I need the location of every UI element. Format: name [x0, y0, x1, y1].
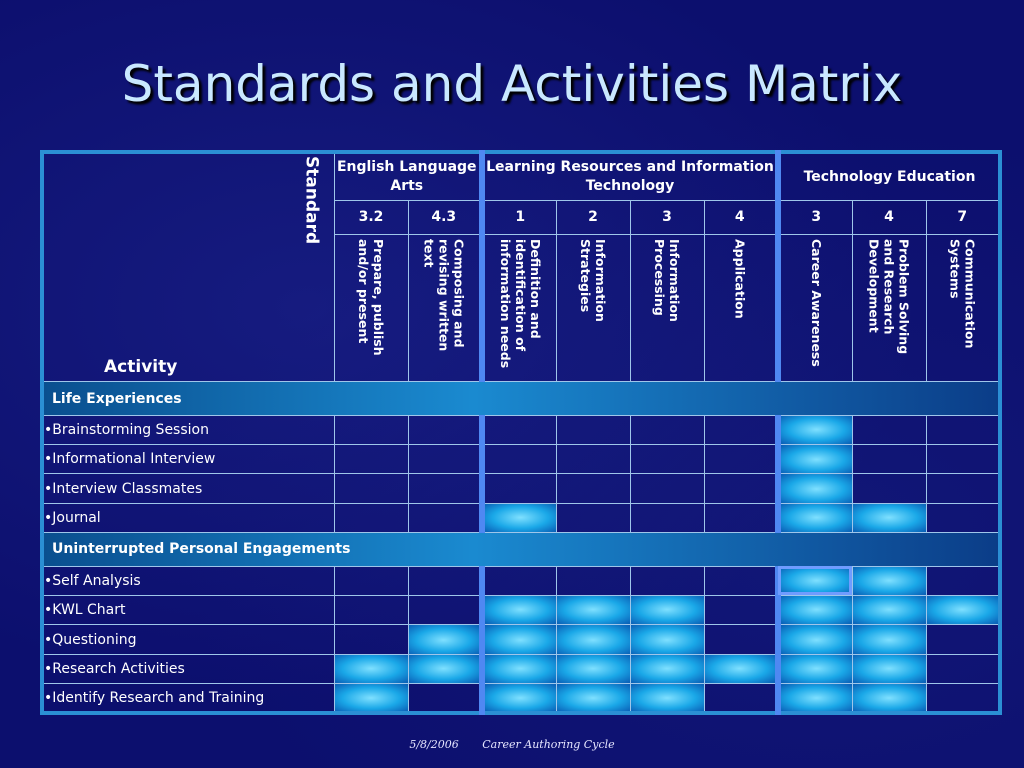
matrix-cell: [556, 445, 630, 474]
matrix-cell: [704, 684, 778, 713]
matrix-mark: [926, 595, 1000, 624]
table-row: [42, 595, 1000, 624]
matrix-mark: [852, 595, 926, 624]
standard-name-cell: [556, 234, 630, 382]
matrix-cell: [482, 474, 556, 503]
matrix-cell: [556, 415, 630, 444]
matrix-cell: [704, 503, 778, 532]
matrix-cell: [334, 566, 408, 595]
standard-name: Application: [732, 238, 748, 319]
matrix-cell: [408, 566, 482, 595]
activity-label: •Research Activities: [42, 654, 334, 683]
matrix-cell: [704, 625, 778, 654]
standard-name-cell: [926, 234, 1000, 382]
matrix-cell: [926, 415, 1000, 444]
matrix-mark: [778, 415, 852, 444]
activity-label: •Informational Interview: [42, 445, 334, 474]
matrix-mark: [778, 684, 852, 713]
activity-label: •Identify Research and Training: [42, 684, 334, 713]
matrix-cell: [408, 595, 482, 624]
standard-name-cell: [704, 234, 778, 382]
matrix-cell: [704, 415, 778, 444]
matrix-mark: [778, 503, 852, 532]
matrix-cell: [556, 566, 630, 595]
activity-label: •Self Analysis: [42, 566, 334, 595]
table-row: [42, 684, 1000, 713]
standard-name: Information Strategies: [578, 238, 608, 322]
matrix-cell: [704, 566, 778, 595]
matrix-mark: [704, 654, 778, 683]
matrix-mark: [556, 625, 630, 654]
matrix-mark: [482, 684, 556, 713]
matrix-mark: [630, 684, 704, 713]
standard-name: Problem Solving and Research Development: [866, 238, 912, 354]
matrix-mark: [778, 654, 852, 683]
matrix-mark: [482, 595, 556, 624]
activity-label: •Brainstorming Session: [42, 415, 334, 444]
matrix-cell: [926, 625, 1000, 654]
matrix-cell: [852, 445, 926, 474]
standard-number: 4: [852, 201, 926, 234]
matrix-mark: [852, 654, 926, 683]
matrix-mark: [778, 595, 852, 624]
matrix-mark: [852, 503, 926, 532]
matrix-cell: [408, 474, 482, 503]
standard-number: 4.3: [408, 201, 482, 234]
group-learning-resources: Learning Resources and Information Technology: [482, 152, 778, 201]
standard-name-cell: [852, 234, 926, 382]
standard-name: Prepare, publish and/or present: [356, 238, 386, 356]
matrix-mark: [482, 654, 556, 683]
standard-number: 7: [926, 201, 1000, 234]
standard-name-cell: [334, 234, 408, 382]
matrix-cell: [482, 445, 556, 474]
activity-axis-label: Activity: [104, 357, 178, 378]
table-row: [42, 503, 1000, 532]
table-row: [42, 474, 1000, 503]
matrix-cell: [408, 684, 482, 713]
standard-name: Information Processing: [652, 238, 682, 322]
activity-label: •Questioning: [42, 625, 334, 654]
matrix-cell: [482, 566, 556, 595]
matrix-mark: [852, 566, 926, 595]
standard-name: Communication Systems: [947, 238, 978, 348]
standard-name: Composing and revising written text: [421, 238, 467, 351]
matrix-mark: [630, 625, 704, 654]
matrix-cell: [852, 415, 926, 444]
matrix-cell: [630, 566, 704, 595]
standard-number: 2: [556, 201, 630, 234]
matrix-cell: [630, 415, 704, 444]
matrix-mark: [630, 595, 704, 624]
table-row: [42, 445, 1000, 474]
matrix-cell: [408, 415, 482, 444]
matrix-cell: [926, 566, 1000, 595]
matrix-mark: [556, 684, 630, 713]
matrix-cell: [630, 445, 704, 474]
matrix-mark: [482, 503, 556, 532]
standard-number: 1: [482, 201, 556, 234]
matrix-cell: [334, 503, 408, 532]
table-row: [42, 566, 1000, 595]
matrix-cell: [704, 595, 778, 624]
standard-name: Definition and identification of information needs: [497, 238, 543, 368]
matrix-cell: [704, 474, 778, 503]
matrix-mark: [852, 684, 926, 713]
group-technology-education: Technology Education: [778, 152, 1000, 201]
standard-name-cell: [408, 234, 482, 382]
matrix-cell: [408, 503, 482, 532]
matrix-cell: [334, 415, 408, 444]
matrix-cell: [926, 684, 1000, 713]
matrix-cell: [334, 445, 408, 474]
group-english-language-arts: English Language Arts: [334, 152, 482, 201]
matrix-cell: [408, 445, 482, 474]
footer-date: 5/8/2006: [409, 738, 459, 751]
standard-name-cell: [630, 234, 704, 382]
standard-number: 3: [778, 201, 852, 234]
matrix-mark: [334, 684, 408, 713]
matrix-mark: [778, 566, 852, 595]
standards-matrix: [40, 150, 1002, 715]
matrix-mark: [852, 625, 926, 654]
matrix-cell: [482, 415, 556, 444]
matrix-mark: [556, 595, 630, 624]
slide-title: Standards and Activities Matrix: [121, 55, 903, 113]
matrix-mark: [778, 625, 852, 654]
standard-number: 3: [630, 201, 704, 234]
standard-name-cell: [778, 234, 852, 382]
matrix-cell: [334, 595, 408, 624]
matrix-cell: [926, 445, 1000, 474]
matrix-mark: [778, 445, 852, 474]
matrix-mark: [334, 654, 408, 683]
matrix-mark: [778, 474, 852, 503]
matrix-mark: [408, 654, 482, 683]
activity-label: •Journal: [42, 503, 334, 532]
matrix-cell: [852, 474, 926, 503]
matrix-mark: [630, 654, 704, 683]
matrix-cell: [630, 503, 704, 532]
matrix-corner: [42, 152, 334, 382]
matrix-cell: [926, 654, 1000, 683]
matrix-cell: [334, 625, 408, 654]
matrix-mark: [408, 625, 482, 654]
table-row: [42, 654, 1000, 683]
standard-number: 4: [704, 201, 778, 234]
table-row: [42, 415, 1000, 444]
matrix-cell: [926, 474, 1000, 503]
standard-name: Career Awareness: [808, 238, 824, 367]
matrix-mark: [482, 625, 556, 654]
standard-number: 3.2: [334, 201, 408, 234]
matrix-cell: [630, 474, 704, 503]
standard-name-cell: [482, 234, 556, 382]
matrix-cell: [556, 474, 630, 503]
slide-footer: [0, 738, 1024, 751]
table-row: [42, 625, 1000, 654]
matrix-cell: [334, 474, 408, 503]
matrix-cell: [556, 503, 630, 532]
section-header: Uninterrupted Personal Engagements: [42, 533, 1000, 566]
activity-label: •Interview Classmates: [42, 474, 334, 503]
matrix-mark: [556, 654, 630, 683]
matrix-cell: [704, 445, 778, 474]
section-header: Life Experiences: [42, 382, 1000, 415]
matrix-cell: [926, 503, 1000, 532]
activity-label: •KWL Chart: [42, 595, 334, 624]
footer-title: Career Authoring Cycle: [482, 738, 615, 751]
standard-axis-label: Standard: [301, 156, 322, 245]
